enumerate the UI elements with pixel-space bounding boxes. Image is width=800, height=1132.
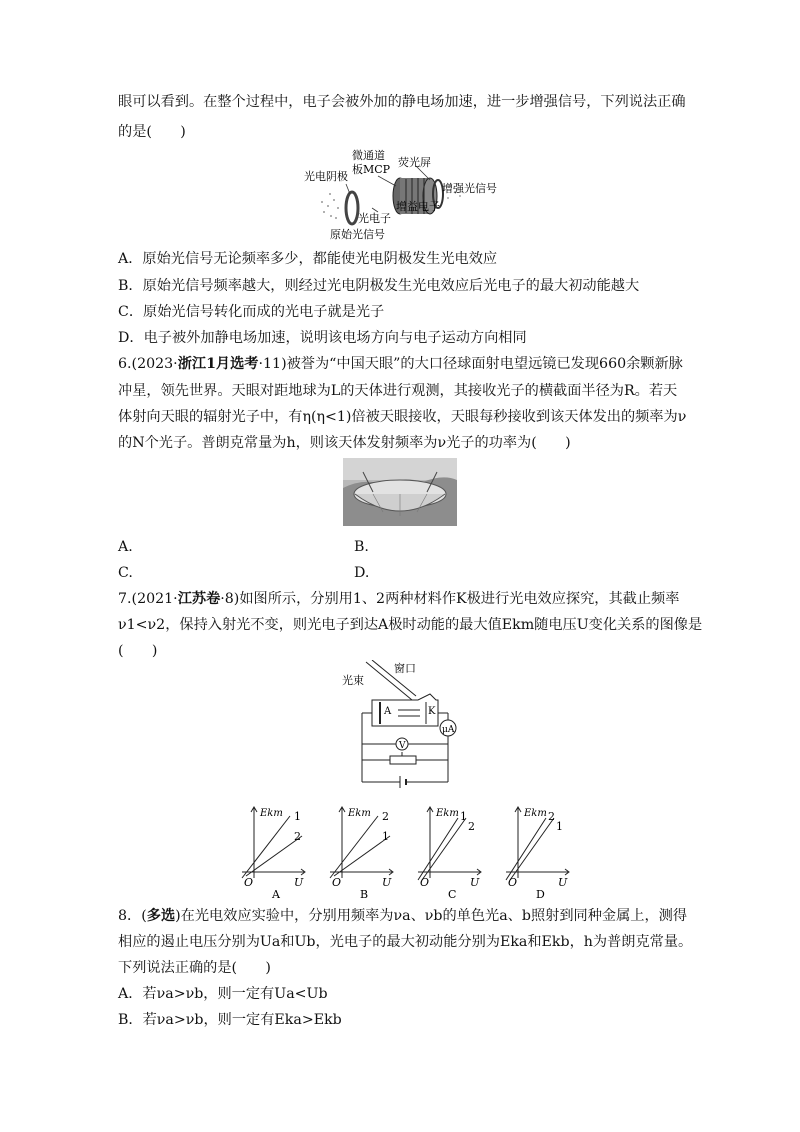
label-voltmeter: V — [399, 741, 406, 751]
label-photoelectron: 光电子 — [358, 212, 391, 225]
q7-line-2: ν1<ν2，保持入射光不变，则光电子到达A极时动能的最大值Ekm随电压U变化关系的图像是 — [118, 617, 703, 633]
series-label-upper: 2 — [382, 810, 389, 823]
intro-line-1: 眼可以看到。在整个过程中，电子会被外加的静电场加速，进一步增强信号，下列说法正确 — [118, 94, 686, 110]
graph-c — [418, 807, 481, 900]
label-microchannel-2: 板MCP — [352, 163, 391, 176]
q6-line-3: 体射向天眼的辐射光子中，有η(η<1)倍被天眼接收，天眼每秒接收到该天体发出的频率为ν — [118, 409, 687, 425]
label-cathode-k: K — [428, 706, 436, 717]
x-axis-label: U — [294, 876, 304, 889]
series-label-lower: 2 — [468, 820, 475, 833]
series-line-lower — [510, 818, 554, 880]
graph-caption: B — [360, 888, 369, 900]
q6-text-1: ·11)被誉为“中国天眼”的大口径球面射电望远镜已发现660余颗新脉 — [258, 356, 683, 372]
label-photocathode: 光电阴极 — [304, 170, 348, 183]
graph-caption: A — [272, 888, 280, 900]
q8-text-1: )在光电效应实验中，分别用频率为νa、νb的单色光a、b照射到同种金属上，测得 — [175, 908, 688, 924]
label-fluorescent-screen: 荧光屏 — [398, 156, 431, 169]
series-line-upper — [418, 818, 458, 880]
series-label-lower: 1 — [556, 820, 563, 833]
x-axis-label: U — [558, 876, 568, 889]
origin-label: O — [508, 876, 518, 889]
q5-option-b: B．原始光信号频率越大，则经过光电阴极发生光电效应后光电子的最大初动能越大 — [118, 278, 640, 294]
graph-a — [242, 807, 305, 900]
label-microammeter: μA — [442, 725, 455, 735]
label-gain-electron: 增益电子 — [396, 200, 440, 213]
q5-option-a: A．原始光信号无论频率多少，都能使光电阴极发生光电效应 — [118, 251, 498, 267]
series-label-lower: 2 — [294, 830, 301, 843]
q6-number: 6.(2023· — [118, 356, 178, 372]
q8-line-3: 下列说法正确的是( ) — [118, 960, 271, 976]
q8-option-a: A．若νa>νb，则一定有Ua<Ub — [118, 986, 328, 1002]
q8-line-1 — [118, 906, 687, 926]
origin-label: O — [420, 876, 430, 889]
series-label-upper: 1 — [294, 810, 301, 823]
q7-source: 江苏卷 — [177, 591, 221, 607]
q6-option-b: B. — [354, 539, 369, 555]
label-original-signal: 原始光信号 — [330, 228, 385, 241]
graph-d — [506, 807, 569, 900]
x-axis-label: U — [470, 876, 480, 889]
q6-source: 浙江1月选考 — [177, 356, 259, 372]
fast-telescope-photo — [343, 458, 457, 526]
image-intensifier-figure — [300, 146, 510, 244]
y-axis-label: Ekm — [348, 808, 371, 819]
y-axis-label: Ekm — [524, 808, 547, 819]
series-line-lower — [422, 818, 466, 880]
y-axis-label: Ekm — [260, 808, 283, 819]
q8-line-2: 相应的遏止电压分别为Ua和Ub，光电子的最大初动能分别为Eka和Ekb，h为普朗克常量。 — [118, 934, 693, 950]
q6-option-d: D. — [354, 565, 370, 581]
q5-option-c: C．原始光信号转化而成的光电子就是光子 — [118, 304, 385, 320]
q7-line-1 — [118, 589, 679, 609]
q6-line-1 — [118, 354, 683, 374]
q5-option-d: D．电子被外加静电场加速，说明该电场方向与电子运动方向相同 — [118, 330, 527, 346]
graph-caption: D — [536, 888, 545, 900]
x-axis-label: U — [382, 876, 392, 889]
photoelectric-circuit — [340, 660, 465, 790]
graph-caption: C — [448, 888, 457, 900]
q6-option-c: C. — [118, 565, 133, 581]
origin-label: O — [332, 876, 342, 889]
label-anode: A — [384, 706, 392, 717]
intro-line-2: 的是( ) — [118, 124, 186, 140]
label-window: 窗口 — [394, 662, 416, 675]
series-line-upper — [330, 816, 378, 878]
q6-line-2: 冲星，领先世界。天眼对距地球为L的天体进行观测，其接收光子的横截面半径为R。若天 — [118, 383, 678, 399]
q6-line-4: 的N个光子。普朗克常量为h，则该天体发射频率为ν光子的功率为( ) — [118, 435, 571, 451]
y-axis-label: Ekm — [436, 808, 459, 819]
label-beam: 光束 — [342, 674, 364, 687]
q8-option-b: B．若νa>νb，则一定有Eka>Ekb — [118, 1012, 342, 1028]
series-label-upper: 2 — [548, 810, 555, 823]
q7-graphs — [230, 800, 575, 900]
series-label-lower: 1 — [382, 830, 389, 843]
q8-number: 8．( — [118, 908, 147, 924]
q8-tag: 多选 — [146, 908, 176, 924]
q7-line-3: ( ) — [118, 643, 158, 659]
q7-number: 7.(2021· — [118, 591, 178, 607]
q7-text-1: ·8)如图所示，分别用1、2两种材料作K极进行光电效应探究，其截止频率 — [220, 591, 680, 607]
graph-b — [330, 807, 393, 900]
q6-option-a: A. — [118, 539, 133, 555]
series-line-upper — [506, 818, 546, 880]
origin-label: O — [244, 876, 254, 889]
label-enhanced-signal: 增强光信号 — [442, 182, 497, 195]
series-line-upper — [242, 816, 290, 878]
series-label-upper: 1 — [460, 810, 467, 823]
label-microchannel-1: 微通道 — [352, 149, 385, 162]
